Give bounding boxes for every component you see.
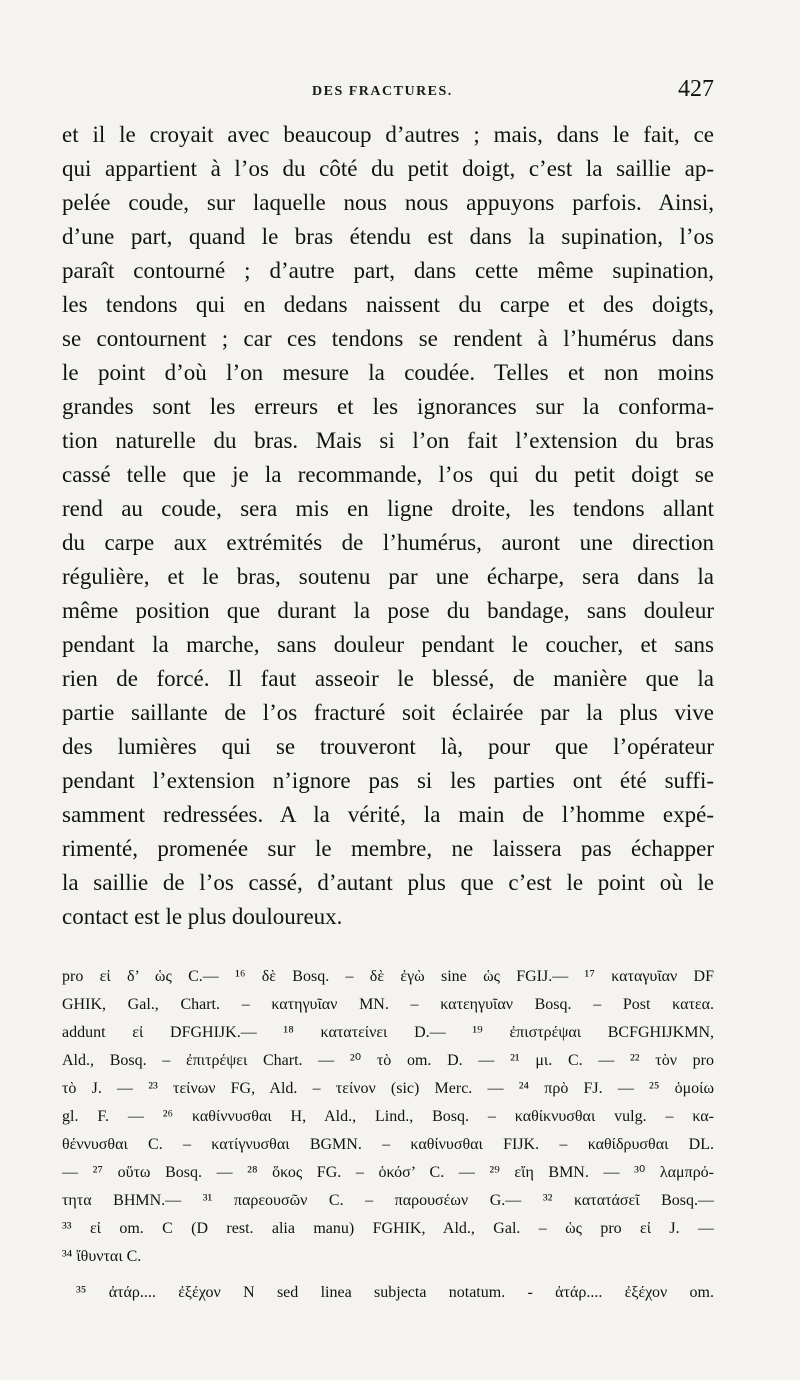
text-line: d’une part, quand le bras étendu est dans la supination, l’os <box>62 224 714 249</box>
text-line: rimenté, promenée sur le membre, ne laissera pas échapper <box>62 836 714 861</box>
text-line: cassé telle que je la recommande, l’os qui du petit doigt se <box>62 462 714 487</box>
text-line: les tendons qui en dedans naissent du carpe et des doigts, <box>62 292 714 317</box>
text-line: du carpe aux extrémités de l’humérus, auront une direction <box>62 530 714 555</box>
main-text-block <box>62 118 714 934</box>
footnote-line: ³³ εἰ om. C (D rest. alia manu) FGHIK, Ald., Gal. – ὡς pro εἰ J. — <box>62 1220 714 1237</box>
text-line: contact est le plus douloureux. <box>62 904 343 929</box>
text-line: qui appartient à l’os du côté du petit doigt, c’est la saillie ap- <box>62 156 714 181</box>
footnote-line: gl. F. — ²⁶ καθίννυσθαι H, Ald., Lind., Bosq. – καθίκνυσθαι vulg. – κα- <box>62 1108 714 1125</box>
footnote-line: ³⁴ ἴθυνται C. <box>62 1248 142 1265</box>
footnotes-block <box>62 963 714 1307</box>
running-title: DES FRACTURES. <box>312 84 453 99</box>
running-head <box>62 76 714 108</box>
footnote-line: addunt εἰ DFGHIJK.— ¹⁸ κατατείνει D.— ¹⁹ ἐπιστρέψαι BCFGHIJKMN, <box>62 1024 714 1041</box>
footnote-line: Ald., Bosq. – ἐπιτρέψει Chart. — ²⁰ τὸ om. D. — ²¹ μι. C. — ²² τὸν pro <box>62 1052 714 1069</box>
footnote-line: GHIK, Gal., Chart. – κατηγυῖαν MN. – κατεηγυῖαν Bosq. – Post κατεα. <box>62 996 714 1013</box>
text-line: samment redressées. A la vérité, la main de l’homme expé- <box>62 802 714 827</box>
text-line: pendant l’extension n’ignore pas si les parties ont été suffi- <box>62 768 714 793</box>
footnote-line: τὸ J. — ²³ τείνων FG, Ald. – τείνον (sic) Merc. — ²⁴ πρὸ FJ. — ²⁵ ὁμοίω <box>62 1080 714 1097</box>
text-line: des lumières qui se trouveront là, pour que l’opérateur <box>62 734 714 759</box>
text-line: se contournent ; car ces tendons se rendent à l’humérus dans <box>62 326 714 351</box>
text-line: rend au coude, sera mis en ligne droite, les tendons allant <box>62 496 714 521</box>
text-line: grandes sont les erreurs et les ignorances sur la conforma- <box>62 394 714 419</box>
footnote-line: — ²⁷ οὕτω Bosq. — ²⁸ ὅκος FG. – ὁκόσ’ C. — ²⁹ εἴη BMN. — ³⁰ λαμπρό- <box>62 1164 714 1181</box>
text-line: tion naturelle du bras. Mais si l’on fait l’extension du bras <box>62 428 714 453</box>
footnote-line: pro εἰ δ’ ὡς C.— ¹⁶ δὲ Bosq. – δὲ ἐγὼ sine ὡς FGIJ.— ¹⁷ καταγυῖαν DF <box>62 968 714 985</box>
text-line: la saillie de l’os cassé, d’autant plus que c’est le point où le <box>62 870 714 895</box>
text-line: régulière, et le bras, soutenu par une écharpe, sera dans la <box>62 564 714 589</box>
footnote-line: θέννυσθαι C. – κατίγνυσθαι BGMN. – καθίνυσθαι FIJK. – καθίδρυσθαι DL. <box>62 1136 714 1153</box>
text-line: partie saillante de l’os fracturé soit éclairée par la plus vive <box>62 700 714 725</box>
text-line: rien de forcé. Il faut asseoir le blessé, de manière que la <box>62 666 714 691</box>
text-line: paraît contourné ; d’autre part, dans cette même supination, <box>62 258 714 283</box>
text-line: même position que durant la pose du bandage, sans douleur <box>62 598 714 623</box>
text-line: le point d’où l’on mesure la coudée. Telles et non moins <box>62 360 714 385</box>
text-line: pelée coude, sur laquelle nous nous appuyons parfois. Ainsi, <box>62 190 714 215</box>
footnote-line: ³⁵ ἀτάρ.... ἐξέχον N sed linea subjecta notatum. - ἀτάρ.... ἐξέχον om. <box>76 1284 714 1301</box>
page-number: 427 <box>678 76 714 102</box>
text-line: et il le croyait avec beaucoup d’autres ; mais, dans le fait, ce <box>62 122 714 147</box>
text-line: pendant la marche, sans douleur pendant le coucher, et sans <box>62 632 714 657</box>
footnote-line: τητα BHMN.— ³¹ παρεουσῶν C. – παρουσέων G.— ³² κατατάσεῖ Bosq.— <box>62 1192 714 1209</box>
